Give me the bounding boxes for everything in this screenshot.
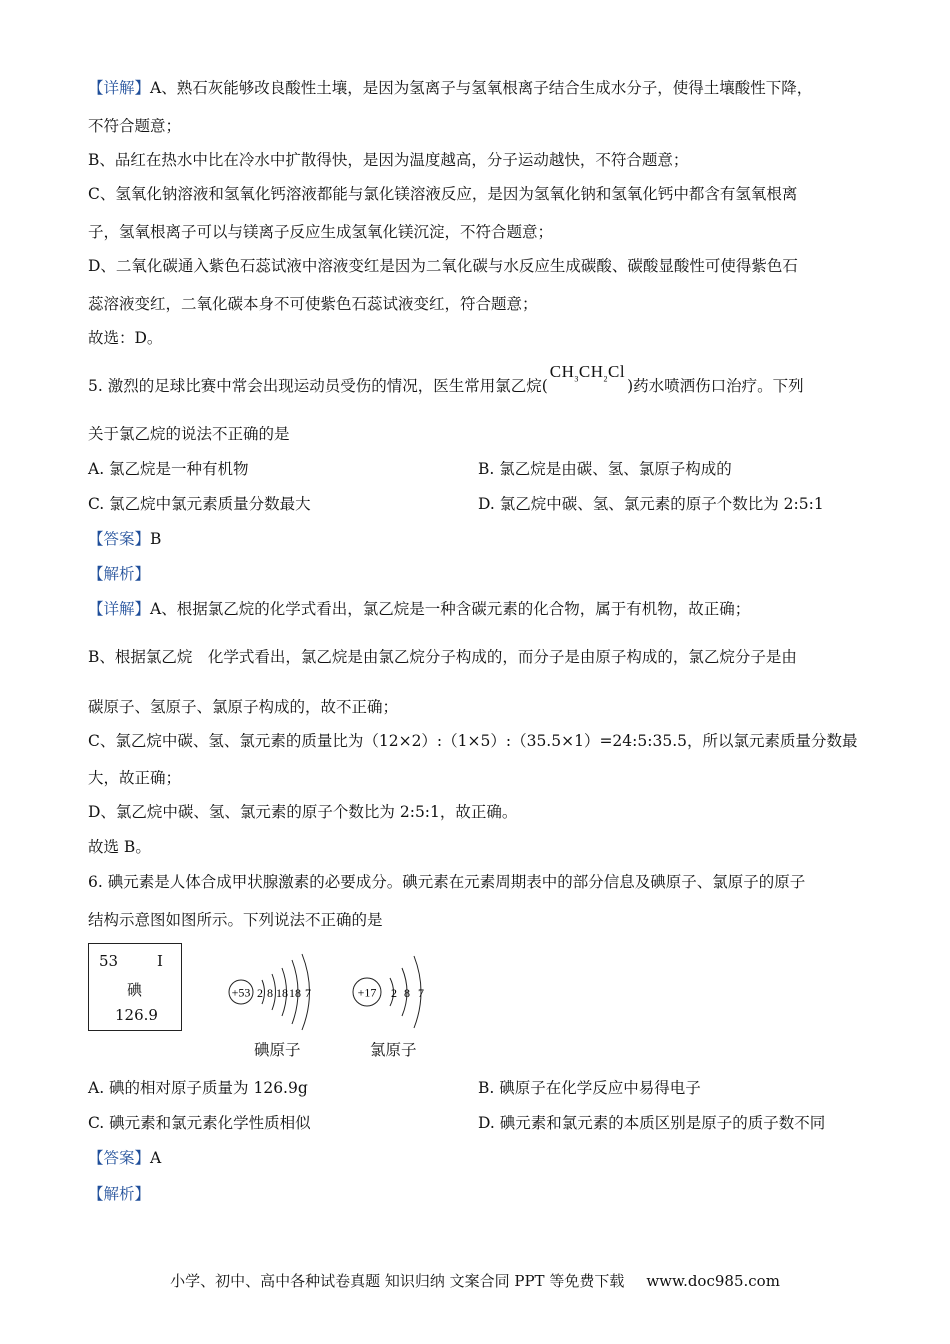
chlorine-nucleus-charge: +17 xyxy=(357,985,377,1000)
atomic-number: 53 xyxy=(99,952,119,970)
q6-option-b: B. 碘原子在化学反应中易得电子 xyxy=(478,1079,701,1097)
q5-option-c: C. 氯乙烷中氯元素质量分数最大 xyxy=(88,495,311,513)
q5-stem-line-1: 5. 激烈的足球比赛中常会出现运动员受伤的情况，医生常用氯乙烷$(CH_3CH_2Cl)$药水喷洒伤口治疗。下列 xyxy=(88,362,804,395)
q6-option-d: D. 碘元素和氯元素的本质区别是原子的质子数不同 xyxy=(478,1114,826,1132)
q6-analysis-heading: 【解析】 xyxy=(88,1185,151,1203)
q5-detail-line-3: 碳原子、氢原子、氯原子构成的，故不正确； xyxy=(88,698,399,716)
chlorine-atom-diagram xyxy=(340,942,440,1032)
iodine-shell-1: 2 xyxy=(257,986,263,1000)
iodine-nucleus-charge: +53 xyxy=(231,985,251,1000)
q4-detail-line-2: 不符合题意； xyxy=(88,117,182,135)
element-name: 碘 xyxy=(127,981,143,999)
q5-option-b: B. 氯乙烷是由碳、氢、氯原子构成的 xyxy=(478,460,732,478)
q6-answer: 【答案】A xyxy=(88,1149,162,1167)
iodine-shell-2: 8 xyxy=(267,986,273,1000)
iodine-shell-3: 18 xyxy=(276,986,288,1000)
q5-analysis-heading: 【解析】 xyxy=(88,565,151,583)
q5-detail-line-2: B、根据氯乙烷 化学式看出，氯乙烷是由氯乙烷分子构成的，而分子是由原子构成的，氯乙烷分子是由 xyxy=(88,648,797,666)
iodine-shell-5: 7 xyxy=(305,986,311,1000)
q4-detail-line-7: 蕊溶液变红，二氧化碳本身不可使紫色石蕊试液变红，符合题意； xyxy=(88,295,538,313)
iodine-atom-diagram xyxy=(220,942,330,1032)
q5-detail-line-1: 【详解】A、根据氯乙烷的化学式看出，氯乙烷是一种含碳元素的化合物，属于有机物，故正确； xyxy=(88,600,751,618)
detail-tag: 【详解】 xyxy=(88,79,151,97)
q5-option-a: A. 氯乙烷是一种有机物 xyxy=(88,460,249,478)
q5-conclusion: 故选 B。 xyxy=(88,838,151,856)
q5-detail-line-4: C、氯乙烷中碳、氢、氯元素的质量比为（12×2）:（1×5）:（35.5×1）=24:5:35.5，所以氯元素质量分数最 xyxy=(88,732,858,750)
chloroethane-formula: $CH_3CH_2Cl$ xyxy=(549,362,626,384)
q6-stem-line-1: 6. 碘元素是人体合成甲状腺激素的必要成分。碘元素在元素周期表中的部分信息及碘原子、氯原子的原子 xyxy=(88,873,806,891)
q5-stem-line-2: 关于氯乙烷的说法不正确的是 xyxy=(88,425,290,443)
element-symbol: I xyxy=(157,952,163,970)
q4-detail-line-5: 子，氢氧根离子可以与镁离子反应生成氢氧化镁沉淀，不符合题意； xyxy=(88,223,554,241)
page-footer xyxy=(0,1270,950,1291)
footer-text: 小学、初中、高中各种试卷真题 知识归纳 文案合同 PPT 等免费下载 xyxy=(170,1272,625,1290)
iodine-shell-4: 18 xyxy=(289,986,301,1000)
q5-detail-line-6: D、氯乙烷中碳、氢、氯元素的原子个数比为 2:5:1，故正确。 xyxy=(88,803,518,821)
footer-url[interactable]: www.doc985.com xyxy=(646,1272,780,1290)
q4-conclusion: 故选：D。 xyxy=(88,329,163,347)
q4-detail-line-1: 【详解】A、熟石灰能够改良酸性土壤，是因为氢离子与氢氧根离子结合生成水分子，使得土壤酸性下降， xyxy=(88,79,813,97)
q5-answer: 【答案】B xyxy=(88,530,162,548)
q4-detail-line-4: C、氢氧化钠溶液和氢氧化钙溶液都能与氯化镁溶液反应，是因为氢氧化钠和氢氧化钙中都含有氢氧根离 xyxy=(88,185,798,203)
periodic-table-cell xyxy=(88,943,182,1031)
chlorine-shell-1: 2 xyxy=(391,986,397,1000)
q5-detail-line-5: 大，故正确； xyxy=(88,769,182,787)
atomic-mass: 126.9 xyxy=(115,1006,158,1024)
q4-detail-line-6: D、二氧化碳通入紫色石蕊试液中溶液变红是因为二氧化碳与水反应生成碳酸、碳酸显酸性可使得紫色石 xyxy=(88,257,798,275)
chlorine-shell-2: 8 xyxy=(404,986,410,1000)
q6-option-c: C. 碘元素和氯元素化学性质相似 xyxy=(88,1114,311,1132)
q5-option-d: D. 氯乙烷中碳、氢、氯元素的原子个数比为 2:5:1 xyxy=(478,495,824,513)
q6-option-a: A. 碘的相对原子质量为 126.9g xyxy=(88,1079,308,1097)
q6-stem-line-2: 结构示意图如图所示。下列说法不正确的是 xyxy=(88,911,383,929)
q4-detail-line-3: B、品红在热水中比在冷水中扩散得快，是因为温度越高，分子运动越快，不符合题意； xyxy=(88,151,689,169)
chlorine-atom-label: 氯原子 xyxy=(370,1041,417,1059)
iodine-atom-label: 碘原子 xyxy=(254,1041,301,1059)
chlorine-shell-3: 7 xyxy=(418,986,424,1000)
